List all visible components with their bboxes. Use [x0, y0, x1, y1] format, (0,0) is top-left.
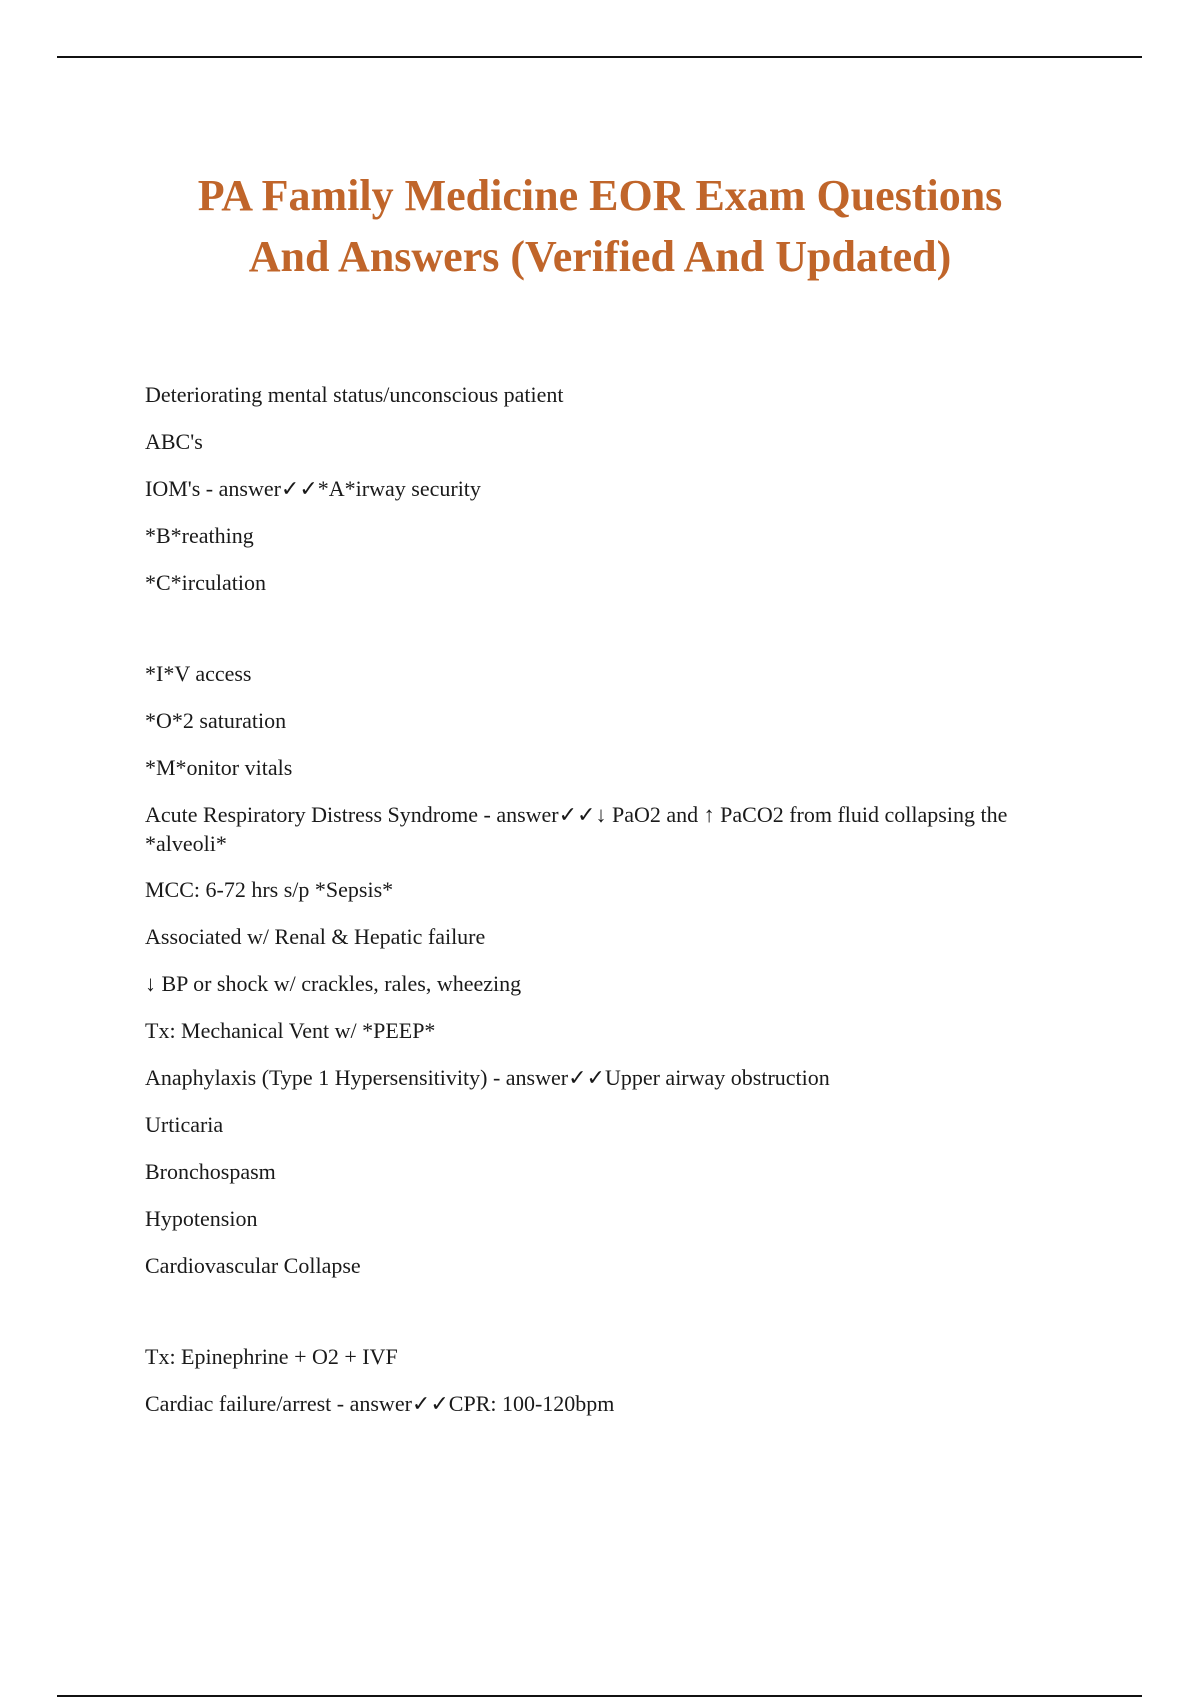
text-line: Deteriorating mental status/unconscious patient: [145, 382, 564, 407]
text-line: Tx: Mechanical Vent w/ *PEEP*: [145, 1018, 436, 1043]
text-line: Cardiac failure/arrest - answer✓✓CPR: 100-120bpm: [145, 1391, 615, 1416]
text-line: Urticaria: [145, 1112, 224, 1137]
document-title: [100, 165, 1100, 287]
text-line: *C*irculation: [145, 570, 266, 595]
top-rule: [57, 56, 1142, 58]
text-line: *B*reathing: [145, 523, 254, 548]
text-line: *O*2 saturation: [145, 708, 287, 733]
text-line: ↓ BP or shock w/ crackles, rales, wheezing: [145, 971, 522, 996]
document-body: [145, 380, 1065, 1436]
text-line: IOM's - answer✓✓*A*irway security: [145, 476, 481, 501]
text-line: MCC: 6-72 hrs s/p *Sepsis*: [145, 877, 394, 902]
text-line: *M*onitor vitals: [145, 755, 293, 780]
text-line: *I*V access: [145, 661, 252, 686]
text-line: Associated w/ Renal & Hepatic failure: [145, 924, 486, 949]
title-line-2: And Answers (Verified And Updated): [248, 232, 952, 281]
title-line-1: PA Family Medicine EOR Exam Questions: [197, 171, 1003, 220]
bottom-rule: [57, 1695, 1142, 1697]
text-line: Acute Respiratory Distress Syndrome - answer✓✓↓ PaO2 and ↑ PaCO2 from fluid collapsing the *alveoli*: [145, 802, 1008, 856]
text-line: Hypotension: [145, 1206, 258, 1231]
text-line: Tx: Epinephrine + O2 + IVF: [145, 1344, 398, 1369]
text-line: Bronchospasm: [145, 1159, 276, 1184]
text-line: Cardiovascular Collapse: [145, 1253, 361, 1278]
text-line: Anaphylaxis (Type 1 Hypersensitivity) - answer✓✓Upper airway obstruction: [145, 1065, 830, 1090]
text-line: ABC's: [145, 429, 203, 454]
